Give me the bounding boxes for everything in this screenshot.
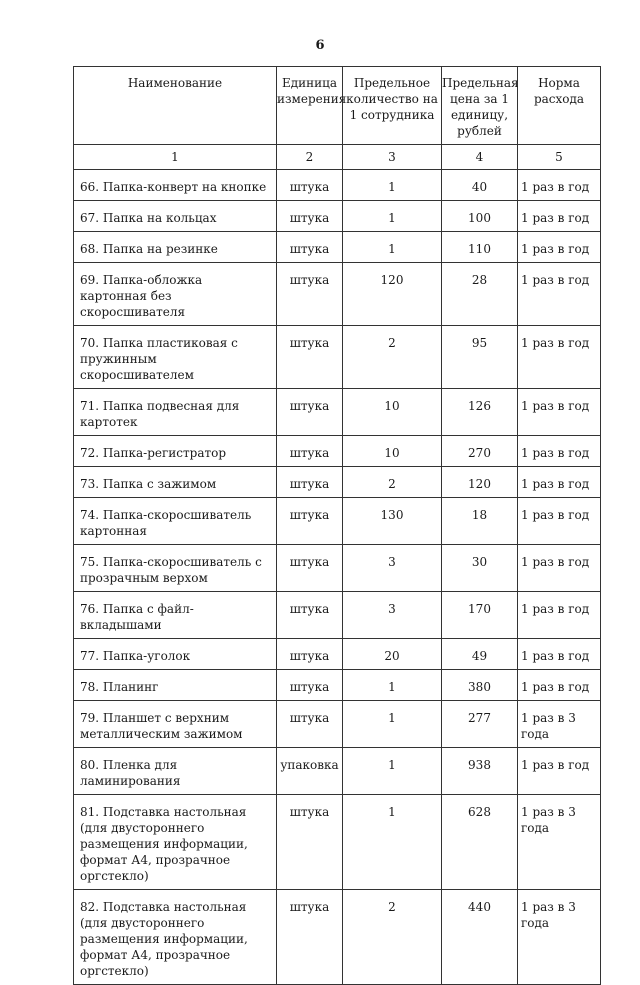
- item-unit: упаковка: [277, 748, 343, 795]
- table-row: [74, 670, 601, 701]
- table-row: [74, 748, 601, 795]
- item-norm: 1 раз в 3 года: [518, 890, 601, 985]
- table-row: [74, 701, 601, 748]
- item-norm: 1 раз в 3 года: [518, 795, 601, 890]
- header-name: Наименование: [74, 67, 277, 145]
- column-number: 4: [442, 145, 518, 170]
- item-qty: 1: [343, 701, 442, 748]
- item-name: 68. Папка на резинке: [74, 232, 277, 263]
- item-price: 380: [442, 670, 518, 701]
- item-unit: штука: [277, 592, 343, 639]
- item-qty: 130: [343, 498, 442, 545]
- item-qty: 3: [343, 545, 442, 592]
- item-norm: 1 раз в год: [518, 545, 601, 592]
- item-unit: штука: [277, 795, 343, 890]
- item-price: 30: [442, 545, 518, 592]
- item-price: 170: [442, 592, 518, 639]
- item-name: 82. Подставка настольная (для двустороннего размещения информации, формат А4, прозрачное оргстекло): [74, 890, 277, 985]
- item-unit: штука: [277, 232, 343, 263]
- item-unit: штука: [277, 467, 343, 498]
- table-row: [74, 890, 601, 985]
- item-name: 73. Папка с зажимом: [74, 467, 277, 498]
- column-number: 5: [518, 145, 601, 170]
- item-unit: штука: [277, 670, 343, 701]
- item-qty: 2: [343, 890, 442, 985]
- item-norm: 1 раз в год: [518, 639, 601, 670]
- item-unit: штука: [277, 170, 343, 201]
- column-number-row: [74, 145, 601, 170]
- item-norm: 1 раз в 3 года: [518, 701, 601, 748]
- item-price: 938: [442, 748, 518, 795]
- item-qty: 1: [343, 670, 442, 701]
- item-qty: 2: [343, 467, 442, 498]
- item-norm: 1 раз в год: [518, 670, 601, 701]
- item-name: 71. Папка подвесная для картотек: [74, 389, 277, 436]
- column-number: 3: [343, 145, 442, 170]
- item-name: 80. Пленка для ламинирования: [74, 748, 277, 795]
- item-price: 40: [442, 170, 518, 201]
- item-price: 95: [442, 326, 518, 389]
- item-unit: штука: [277, 326, 343, 389]
- item-norm: 1 раз в год: [518, 389, 601, 436]
- item-norm: 1 раз в год: [518, 748, 601, 795]
- item-qty: 3: [343, 592, 442, 639]
- table-row: [74, 170, 601, 201]
- item-price: 120: [442, 467, 518, 498]
- item-name: 74. Папка-скоросшиватель картонная: [74, 498, 277, 545]
- item-name: 70. Папка пластиковая с пружинным скоросшивателем: [74, 326, 277, 389]
- table-row: [74, 389, 601, 436]
- item-name: 76. Папка с файл-вкладышами: [74, 592, 277, 639]
- item-price: 110: [442, 232, 518, 263]
- supplies-table: [73, 66, 601, 985]
- item-name: 66. Папка-конверт на кнопке: [74, 170, 277, 201]
- item-qty: 1: [343, 232, 442, 263]
- item-name: 67. Папка на кольцах: [74, 201, 277, 232]
- item-price: 440: [442, 890, 518, 985]
- item-name: 69. Папка-обложка картонная без скоросшивателя: [74, 263, 277, 326]
- item-qty: 120: [343, 263, 442, 326]
- table-row: [74, 263, 601, 326]
- column-number: 1: [74, 145, 277, 170]
- item-norm: 1 раз в год: [518, 592, 601, 639]
- item-unit: штука: [277, 498, 343, 545]
- item-qty: 1: [343, 170, 442, 201]
- page-number: 6: [315, 38, 325, 53]
- item-name: 75. Папка-скоросшиватель с прозрачным верхом: [74, 545, 277, 592]
- item-norm: 1 раз в год: [518, 467, 601, 498]
- item-norm: 1 раз в год: [518, 232, 601, 263]
- item-qty: 2: [343, 326, 442, 389]
- header-qty: Предельное количество на 1 сотрудника: [343, 67, 442, 145]
- table-row: [74, 467, 601, 498]
- item-qty: 1: [343, 795, 442, 890]
- item-name: 79. Планшет с верхним металлическим зажимом: [74, 701, 277, 748]
- table-row: [74, 201, 601, 232]
- table-body: [74, 170, 601, 985]
- item-unit: штука: [277, 639, 343, 670]
- table-row: [74, 232, 601, 263]
- table-row: [74, 498, 601, 545]
- item-price: 49: [442, 639, 518, 670]
- item-qty: 10: [343, 389, 442, 436]
- item-name: 72. Папка-регистратор: [74, 436, 277, 467]
- item-price: 628: [442, 795, 518, 890]
- item-name: 81. Подставка настольная (для двустороннего размещения информации, формат А4, прозрачное оргстекло): [74, 795, 277, 890]
- item-unit: штука: [277, 436, 343, 467]
- item-unit: штука: [277, 890, 343, 985]
- item-price: 28: [442, 263, 518, 326]
- header-norm: Норма расхода: [518, 67, 601, 145]
- table-row: [74, 639, 601, 670]
- item-norm: 1 раз в год: [518, 326, 601, 389]
- table-row: [74, 545, 601, 592]
- item-name: 77. Папка-уголок: [74, 639, 277, 670]
- item-unit: штука: [277, 545, 343, 592]
- item-norm: 1 раз в год: [518, 436, 601, 467]
- item-norm: 1 раз в год: [518, 263, 601, 326]
- table-row: [74, 326, 601, 389]
- table-row: [74, 436, 601, 467]
- table-row: [74, 795, 601, 890]
- item-unit: штука: [277, 201, 343, 232]
- item-name: 78. Планинг: [74, 670, 277, 701]
- item-price: 270: [442, 436, 518, 467]
- header-price: Предельная цена за 1 единицу, рублей: [442, 67, 518, 145]
- item-unit: штука: [277, 701, 343, 748]
- item-unit: штука: [277, 389, 343, 436]
- item-price: 100: [442, 201, 518, 232]
- item-norm: 1 раз в год: [518, 170, 601, 201]
- item-qty: 10: [343, 436, 442, 467]
- table-row: [74, 592, 601, 639]
- item-qty: 1: [343, 748, 442, 795]
- item-price: 18: [442, 498, 518, 545]
- item-norm: 1 раз в год: [518, 498, 601, 545]
- item-price: 126: [442, 389, 518, 436]
- item-unit: штука: [277, 263, 343, 326]
- column-number: 2: [277, 145, 343, 170]
- item-qty: 1: [343, 201, 442, 232]
- item-norm: 1 раз в год: [518, 201, 601, 232]
- header-unit: Единица измерения: [277, 67, 343, 145]
- header-row: [74, 67, 601, 145]
- item-price: 277: [442, 701, 518, 748]
- item-qty: 20: [343, 639, 442, 670]
